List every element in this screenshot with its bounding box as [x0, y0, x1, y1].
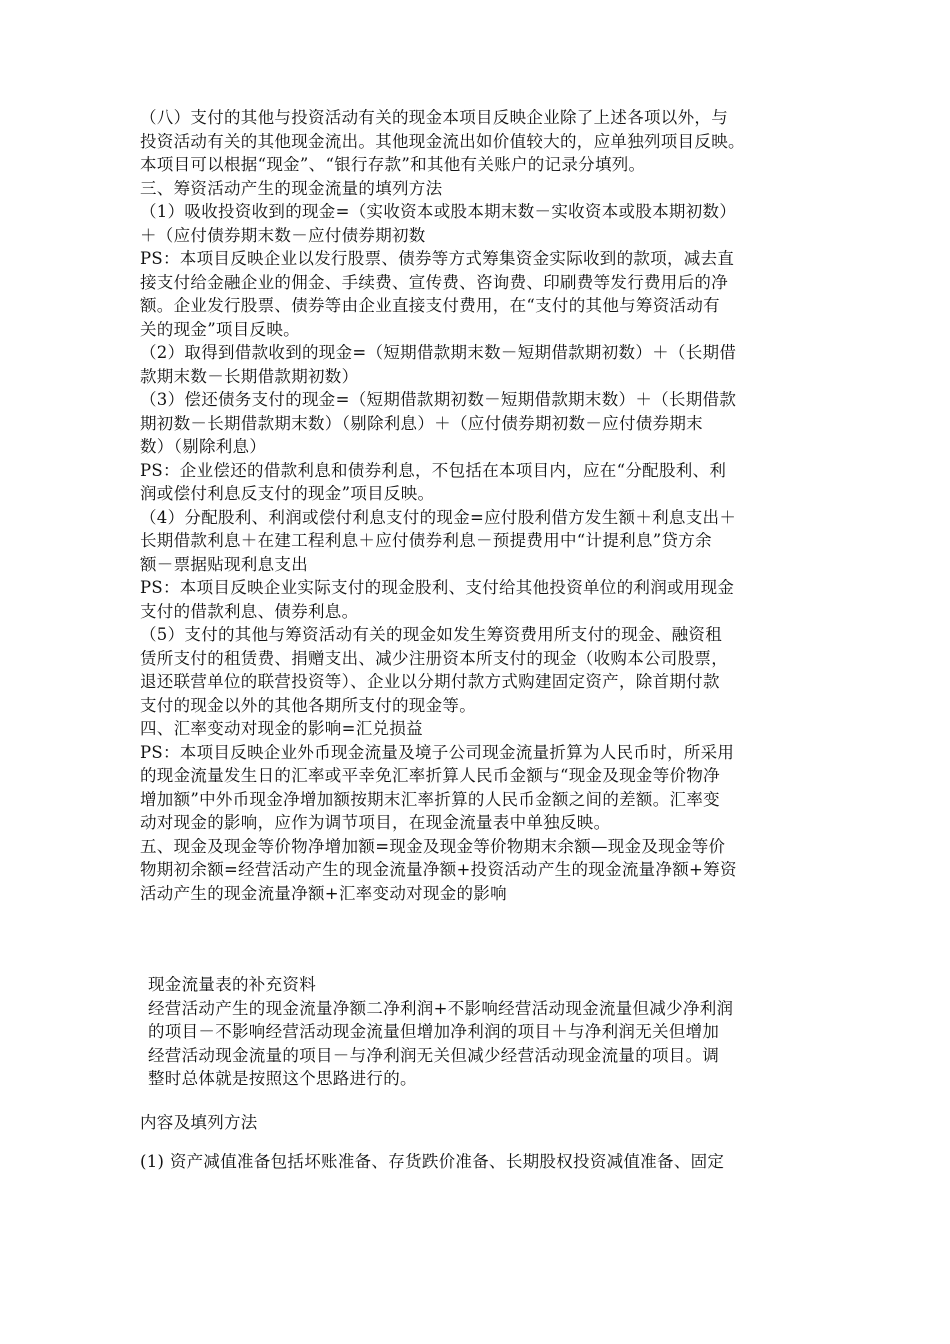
text-line: 数）（剔除利息） — [140, 437, 267, 456]
section-heading: 内容及填列方法 — [140, 1112, 258, 1132]
text-line: 接支付给金融企业的佣金、手续费、宣传费、咨询费、印刷费等发行费用后的净 — [140, 272, 728, 292]
text-line: 增加额”中外币现金净增加额按期末汇率折算的人民币金额之间的差额。汇率变 — [140, 789, 720, 809]
text-line: PS：企业偿还的借款利息和债券利息，不包括在本项目内，应在“分配股利、利 — [140, 460, 727, 480]
text-line: 物期初余额=经营活动产生的现金流量净额+投资活动产生的现金流量净额+筹资 — [140, 860, 737, 879]
text-line: 润或偿付利息反支付的现金”项目反映。 — [140, 484, 435, 503]
text-line: 款期末数－长期借款期初数） — [140, 366, 359, 386]
text-line: ＋（应付债券期末数－应付债券期初数 — [140, 225, 426, 245]
text-line: （1）吸收投资收到的现金=（实收资本或股本期末数－实收资本或股本期初数） — [140, 202, 737, 221]
text-line: （2）取得到借款收到的现金=（短期借款期末数－短期借款期初数）＋（长期借 — [140, 343, 737, 362]
text-line: （3）偿还债务支付的现金=（短期借款期初数－短期借款期末数）＋（长期借款 — [140, 390, 737, 409]
text-line: 经营活动现金流量的项目－与净利润无关但减少经营活动现金流量的项目。调 — [148, 1045, 720, 1065]
text-line: PS：本项目反映企业外币现金流量及境子公司现金流量折算为人民币时，所采用 — [140, 742, 735, 762]
text-line: PS：本项目反映企业以发行股票、债券等方式筹集资金实际收到的款项，减去直 — [140, 249, 735, 268]
text-line: 支付的借款利息、债券利息。 — [140, 601, 359, 621]
text-line: 四、汇率变动对现金的影响=汇兑损益 — [140, 719, 423, 738]
document-page — [140, 106, 820, 1174]
text-line: （八）支付的其他与投资活动有关的现金本项目反映企业除了上述各项以外，与 — [140, 108, 728, 127]
text-line: （5）支付的其他与筹资活动有关的现金如发生筹资费用所支付的现金、融资租 — [140, 625, 722, 644]
text-line: 赁所支付的租赁费、捐赠支出、减少注册资本所支付的现金（收购本公司股票， — [140, 648, 728, 668]
text-line: 活动产生的现金流量净额+汇率变动对现金的影响 — [140, 883, 507, 903]
text-line: 五、现金及现金等价物净增加额=现金及现金等价物期末余额—现金及现金等价 — [140, 836, 726, 856]
spacer — [140, 1134, 820, 1150]
text-line: 额。企业发行股票、债券等由企业直接支付费用，在“支付的其他与筹资活动有 — [140, 296, 720, 315]
text-line: 退还联营单位的联营投资等）、企业以分期付款方式购建固定资产，除首期付款 — [140, 672, 720, 691]
spacer — [140, 905, 820, 973]
text-line: 经营活动产生的现金流量净额二净利润+不影响经营活动现金流量但减少净利润 — [148, 998, 734, 1018]
text-line: 的项目－不影响经营活动现金流量但增加净利润的项目＋与净利润无关但增加 — [148, 1022, 720, 1041]
text-line: PS：本项目反映企业实际支付的现金股利、支付给其他投资单位的利润或用现金 — [140, 578, 735, 597]
text-line: 关的现金”项目反映。 — [140, 319, 300, 339]
cashflow-fill-methods-block — [140, 106, 820, 905]
text-line: 投资活动有关的其他现金流出。其他现金流出如价值较大的，应单独列项目反映。 — [140, 131, 745, 151]
text-line: 期初数－长期借款期末数）（剔除利息）＋（应付债券期初数－应付债券期末 — [140, 413, 703, 433]
list-item-1: (1) 资产减值准备包括坏账准备、存货跌价准备、长期股权投资减值准备、固定 — [140, 1152, 725, 1171]
text-line: 支付的现金以外的其他各期所支付的现金等。 — [140, 695, 476, 715]
text-line: 的现金流量发生日的汇率或平幸免汇率折算人民币金额与“现金及现金等价物净 — [140, 766, 720, 785]
text-line: 长期借款利息＋在建工程利息＋应付债券利息－预提费用中“计提利息”贷方余 — [140, 531, 712, 550]
supplementary-info-block — [140, 973, 820, 1091]
spacer — [140, 1091, 820, 1111]
text-line: 本项目可以根据“现金”、“银行存款”和其他有关账户的记录分填列。 — [140, 155, 646, 174]
text-line: 整时总体就是按照这个思路进行的。 — [148, 1069, 417, 1088]
text-line: 额－票据贴现利息支出 — [140, 554, 308, 574]
text-line: 三、筹资活动产生的现金流量的填列方法 — [140, 178, 443, 198]
text-line: 现金流量表的补充资料 — [148, 975, 316, 994]
text-line: 动对现金的影响，应作为调节项目，在现金流量表中单独反映。 — [140, 813, 611, 832]
text-line: （4）分配股利、利润或偿付利息支付的现金=应付股利借方发生额＋利息支出＋ — [140, 507, 737, 527]
